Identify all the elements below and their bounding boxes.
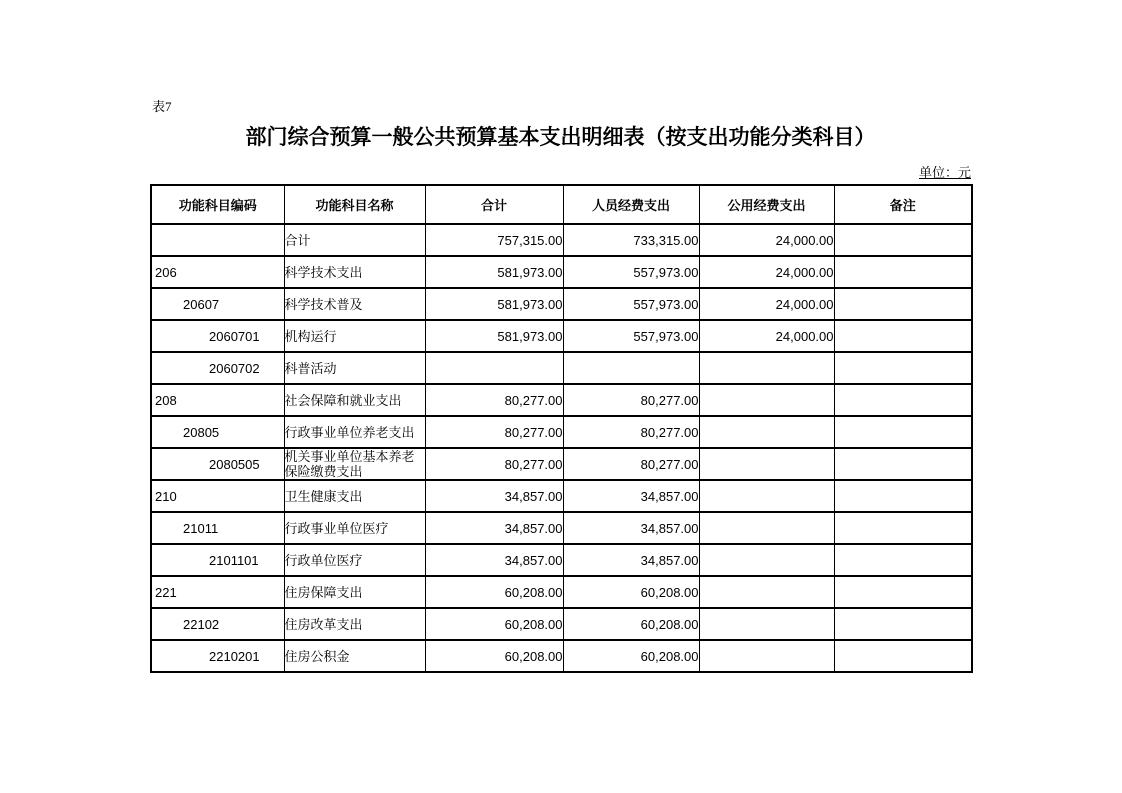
cell-total: 60,208.00: [425, 640, 563, 672]
cell-total: 80,277.00: [425, 416, 563, 448]
cell-public-exp: 24,000.00: [699, 224, 834, 256]
cell-public-exp: [699, 544, 834, 576]
cell-function-code: 20607: [151, 288, 284, 320]
cell-total: 581,973.00: [425, 256, 563, 288]
cell-personnel-exp: 34,857.00: [563, 480, 699, 512]
cell-function-name: 机构运行: [284, 320, 425, 352]
table-row: [151, 640, 972, 672]
cell-function-code: 208: [151, 384, 284, 416]
cell-remark: [834, 288, 972, 320]
cell-personnel-exp: 80,277.00: [563, 384, 699, 416]
unit-label: 单位：元: [918, 165, 971, 180]
cell-remark: [834, 384, 972, 416]
cell-function-code: 210: [151, 480, 284, 512]
cell-function-code: 2060701: [151, 320, 284, 352]
cell-personnel-exp: 34,857.00: [563, 544, 699, 576]
table-header-row: [151, 185, 972, 224]
cell-public-exp: 24,000.00: [699, 288, 834, 320]
cell-public-exp: [699, 352, 834, 384]
cell-total: 581,973.00: [425, 320, 563, 352]
table-row: [151, 320, 972, 352]
cell-personnel-exp: 80,277.00: [563, 416, 699, 448]
cell-function-code: 2080505: [151, 448, 284, 480]
cell-public-exp: [699, 416, 834, 448]
cell-public-exp: [699, 608, 834, 640]
cell-remark: [834, 480, 972, 512]
column-header-code: 功能科目编码: [151, 185, 284, 224]
cell-personnel-exp: 60,208.00: [563, 608, 699, 640]
table-row: [151, 448, 972, 480]
cell-function-name: 合计: [284, 224, 425, 256]
cell-total: 581,973.00: [425, 288, 563, 320]
column-header-name: 功能科目名称: [284, 185, 425, 224]
cell-public-exp: [699, 576, 834, 608]
cell-remark: [834, 256, 972, 288]
cell-function-code: 2060702: [151, 352, 284, 384]
cell-remark: [834, 448, 972, 480]
cell-remark: [834, 416, 972, 448]
cell-public-exp: [699, 384, 834, 416]
cell-public-exp: [699, 448, 834, 480]
cell-function-code: 221: [151, 576, 284, 608]
cell-public-exp: [699, 480, 834, 512]
cell-personnel-exp: 733,315.00: [563, 224, 699, 256]
table-row: [151, 512, 972, 544]
cell-function-code: [151, 224, 284, 256]
cell-function-name: 行政单位医疗: [284, 544, 425, 576]
page-title: 部门综合预算一般公共预算基本支出明细表（按支出功能分类科目）: [245, 125, 876, 149]
cell-remark: [834, 640, 972, 672]
cell-function-name: 卫生健康支出: [284, 480, 425, 512]
cell-personnel-exp: [563, 352, 699, 384]
cell-function-name: 行政事业单位养老支出: [284, 416, 425, 448]
cell-personnel-exp: 80,277.00: [563, 448, 699, 480]
cell-function-name: 住房公积金: [284, 640, 425, 672]
cell-function-code: 21011: [151, 512, 284, 544]
cell-function-code: 206: [151, 256, 284, 288]
cell-function-code: 2210201: [151, 640, 284, 672]
cell-remark: [834, 352, 972, 384]
column-header-personnel: 人员经费支出: [563, 185, 699, 224]
cell-function-name: 住房保障支出: [284, 576, 425, 608]
cell-remark: [834, 320, 972, 352]
cell-public-exp: [699, 512, 834, 544]
cell-function-code: 22102: [151, 608, 284, 640]
cell-personnel-exp: 34,857.00: [563, 512, 699, 544]
cell-function-name: 社会保障和就业支出: [284, 384, 425, 416]
cell-function-name: 机关事业单位基本养老保险缴费支出: [284, 448, 425, 480]
cell-remark: [834, 512, 972, 544]
table-row: [151, 576, 972, 608]
cell-total: [425, 352, 563, 384]
cell-personnel-exp: 557,973.00: [563, 256, 699, 288]
table-row: [151, 224, 972, 256]
table-number-label: 表7: [152, 99, 172, 114]
cell-public-exp: 24,000.00: [699, 320, 834, 352]
cell-function-name: 科学技术普及: [284, 288, 425, 320]
cell-total: 80,277.00: [425, 384, 563, 416]
table-row: [151, 352, 972, 384]
table-row: [151, 256, 972, 288]
cell-total: 80,277.00: [425, 448, 563, 480]
cell-total: 757,315.00: [425, 224, 563, 256]
cell-total: 34,857.00: [425, 480, 563, 512]
table-row: [151, 480, 972, 512]
column-header-total: 合计: [425, 185, 563, 224]
table-row: [151, 288, 972, 320]
cell-remark: [834, 576, 972, 608]
cell-personnel-exp: 60,208.00: [563, 576, 699, 608]
cell-public-exp: [699, 640, 834, 672]
cell-remark: [834, 608, 972, 640]
cell-total: 60,208.00: [425, 576, 563, 608]
cell-total: 34,857.00: [425, 544, 563, 576]
cell-function-name: 科普活动: [284, 352, 425, 384]
cell-remark: [834, 544, 972, 576]
cell-personnel-exp: 60,208.00: [563, 640, 699, 672]
column-header-public: 公用经费支出: [699, 185, 834, 224]
cell-total: 60,208.00: [425, 608, 563, 640]
cell-total: 34,857.00: [425, 512, 563, 544]
budget-detail-table: [150, 184, 973, 673]
cell-function-name: 科学技术支出: [284, 256, 425, 288]
table-row: [151, 384, 972, 416]
cell-personnel-exp: 557,973.00: [563, 288, 699, 320]
table-row: [151, 608, 972, 640]
table-row: [151, 544, 972, 576]
cell-public-exp: 24,000.00: [699, 256, 834, 288]
cell-function-code: 20805: [151, 416, 284, 448]
cell-function-name: 住房改革支出: [284, 608, 425, 640]
column-header-remark: 备注: [834, 185, 972, 224]
cell-remark: [834, 224, 972, 256]
table-body: [151, 224, 972, 672]
cell-personnel-exp: 557,973.00: [563, 320, 699, 352]
table-row: [151, 416, 972, 448]
cell-function-name: 行政事业单位医疗: [284, 512, 425, 544]
cell-function-code: 2101101: [151, 544, 284, 576]
